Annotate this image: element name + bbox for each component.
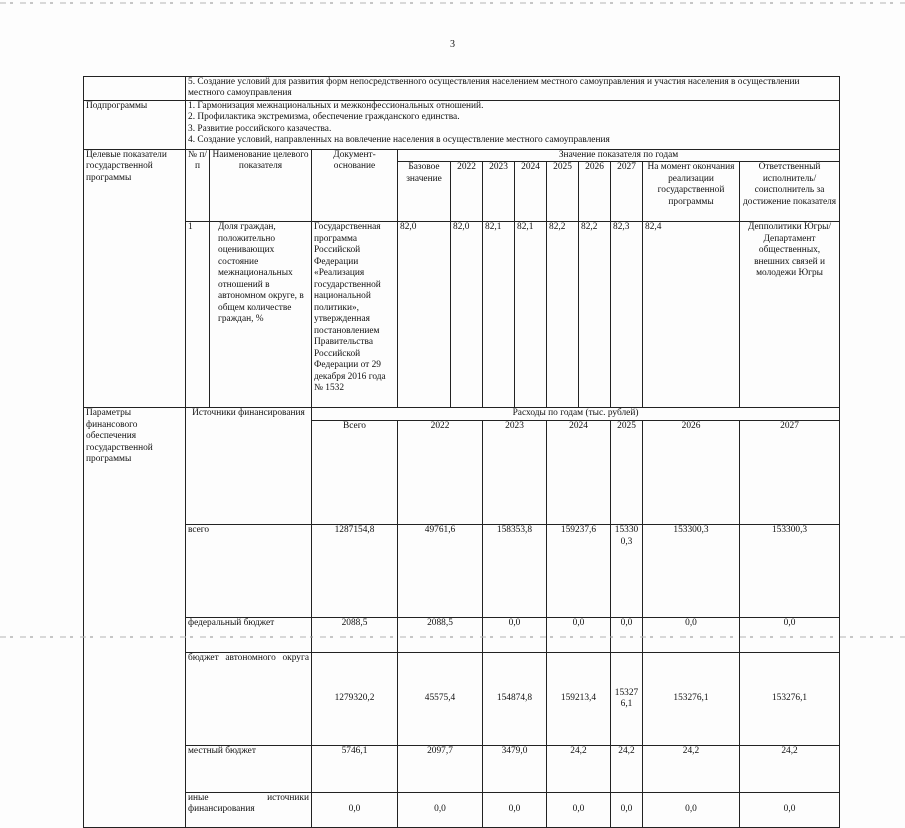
financing-source-name: всего <box>186 525 312 618</box>
financing-row-district <box>84 653 840 746</box>
header-year-2024: 2024 <box>515 162 547 222</box>
financing-value: 153276,1 <box>740 653 840 746</box>
header-base-value: Базовое значение <box>398 162 451 222</box>
header-year-2023: 2023 <box>483 162 515 222</box>
financing-value: 153276,1 <box>611 653 643 746</box>
financing-value: 153300,3 <box>740 525 840 618</box>
financing-value: 5746,1 <box>312 746 398 793</box>
financing-col-2026: 2026 <box>643 420 740 524</box>
financing-source-name: местный бюджет <box>186 746 312 793</box>
header-document: Документ-основание <box>312 150 398 222</box>
goals-row <box>84 77 840 101</box>
scan-edge-bottom <box>0 636 905 638</box>
indicator-base-value: 82,0 <box>398 222 451 408</box>
financing-value: 2088,5 <box>398 617 483 652</box>
indicator-end-value: 82,4 <box>643 222 740 408</box>
financing-col-2027: 2027 <box>740 420 840 524</box>
financing-value: 24,2 <box>643 746 740 793</box>
financing-value: 0,0 <box>547 792 611 827</box>
subprogram-item: 1. Гармонизация межнациональных и межконфессиональных отношений. <box>188 101 484 111</box>
financing-value: 153300,3 <box>611 525 643 618</box>
indicator-num: 1 <box>186 222 210 408</box>
financing-value: 153276,1 <box>643 653 740 746</box>
financing-value: 159213,4 <box>547 653 611 746</box>
financing-value: 0,0 <box>740 617 840 652</box>
goals-continuation: 5. Создание условий для развития форм непосредственного осуществления населением местного самоуправления и участия населения в осуществлении местного самоуправления <box>186 77 840 101</box>
financing-value: 49761,6 <box>398 525 483 618</box>
financing-value: 0,0 <box>483 617 547 652</box>
financing-col-total: Всего <box>312 420 398 524</box>
financing-value: 24,2 <box>740 746 840 793</box>
financing-value: 1287154,8 <box>312 525 398 618</box>
header-num: № п/п <box>186 150 210 222</box>
financing-value: 1279320,2 <box>312 653 398 746</box>
financing-col-2023: 2023 <box>483 420 547 524</box>
subprograms-label: Подпрограммы <box>84 101 186 150</box>
financing-value: 2097,7 <box>398 746 483 793</box>
indicator-value-2024: 82,1 <box>515 222 547 408</box>
financing-value: 0,0 <box>398 792 483 827</box>
program-passport-table <box>83 76 840 828</box>
header-indicator-name: Наименование целевого показателя <box>210 150 312 222</box>
financing-col-2022: 2022 <box>398 420 483 524</box>
financing-col-2024: 2024 <box>547 420 611 524</box>
financing-value: 0,0 <box>740 792 840 827</box>
header-values-by-year: Значение показателя по годам <box>398 150 840 162</box>
indicator-document: Государственная программа Российской Федерации «Реализация государственной национальной политики», утвержденная постановлением Правительства Российской Федерации от 29 декабря 2016 года № 1532 <box>312 222 398 408</box>
scan-edge-top <box>0 2 905 4</box>
header-responsible: Ответственный исполнитель/ соисполнитель за достижение показателя <box>740 162 840 222</box>
subprogram-item: 4. Создание условий, направленных на вовлечение населения в осуществление местного самоуправления <box>188 135 610 146</box>
financing-value: 0,0 <box>643 792 740 827</box>
financing-row-other <box>84 792 840 827</box>
header-year-2027: 2027 <box>611 162 643 222</box>
goals-label-cell <box>84 77 186 101</box>
indicator-value-2027: 82,3 <box>611 222 643 408</box>
financing-expenses-header: Расходы по годам (тыс. рублей) <box>312 408 840 420</box>
financing-value: 0,0 <box>483 792 547 827</box>
financing-value: 158353,8 <box>483 525 547 618</box>
page-number: 3 <box>450 39 455 50</box>
indicator-row <box>84 222 840 408</box>
subprograms-list <box>186 101 840 150</box>
financing-value: 154874,8 <box>483 653 547 746</box>
financing-value: 0,0 <box>611 792 643 827</box>
header-year-2025: 2025 <box>547 162 579 222</box>
financing-sources-header: Источники финансирования <box>186 408 312 525</box>
financing-value: 0,0 <box>547 617 611 652</box>
financing-row-total <box>84 525 840 618</box>
financing-source-name: бюджет автономного округа <box>186 653 312 746</box>
financing-col-2025: 2025 <box>611 420 643 524</box>
financing-value: 3479,0 <box>483 746 547 793</box>
indicator-value-2022: 82,0 <box>451 222 483 408</box>
financing-value: 45575,4 <box>398 653 483 746</box>
financing-header-row-1 <box>84 408 840 420</box>
financing-value: 24,2 <box>611 746 643 793</box>
header-year-2026: 2026 <box>579 162 611 222</box>
financing-value: 24,2 <box>547 746 611 793</box>
financing-value: 153300,3 <box>643 525 740 618</box>
subprogram-item: 2. Профилактика экстремизма, обеспечение гражданского единства. <box>188 112 460 123</box>
header-end-value: На момент окончания реализации государственной программы <box>643 162 740 222</box>
indicator-value-2023: 82,1 <box>483 222 515 408</box>
financing-value: 0,0 <box>312 792 398 827</box>
financing-value: 0,0 <box>643 617 740 652</box>
header-year-2022: 2022 <box>451 162 483 222</box>
financing-source-name: федеральный бюджет <box>186 617 312 652</box>
financing-label: Параметры финансового обеспечения государственной программы <box>84 408 186 828</box>
subprograms-row <box>84 101 840 150</box>
financing-value: 159237,6 <box>547 525 611 618</box>
indicator-name: Доля граждан, положительно оценивающих состояние межнациональных отношений в автономном округе, в общем количестве граждан, % <box>210 222 312 408</box>
financing-value: 2088,5 <box>312 617 398 652</box>
indicators-header-row-1 <box>84 150 840 162</box>
indicator-responsible: Депполитики Югры/Департамент общественных, внешних связей и молодежи Югры <box>740 222 840 408</box>
indicator-value-2025: 82,2 <box>547 222 579 408</box>
indicator-value-2026: 82,2 <box>579 222 611 408</box>
financing-value: 0,0 <box>611 617 643 652</box>
indicators-label: Целевые показатели государственной программы <box>84 150 186 408</box>
subprogram-item: 3. Развитие российского казачества. <box>188 123 332 134</box>
financing-source-name: иные источники финансирования <box>186 792 312 827</box>
financing-row-local <box>84 746 840 793</box>
